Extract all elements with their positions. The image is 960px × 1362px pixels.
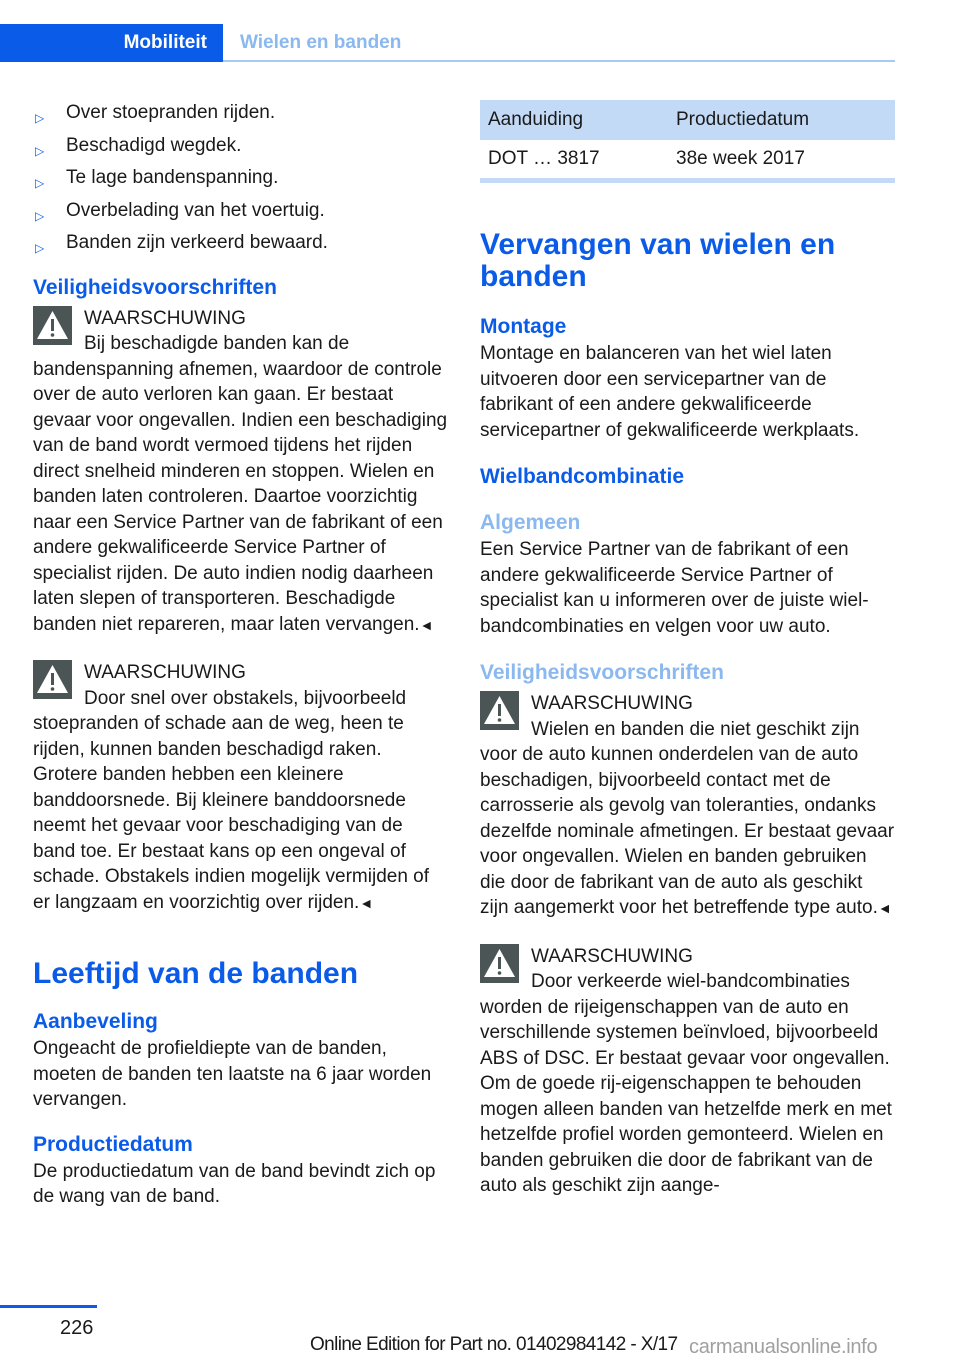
warning-triangle-icon <box>33 306 72 345</box>
warning-triangle-icon <box>33 660 72 699</box>
section-tab[interactable]: Wielen en banden <box>240 32 402 53</box>
page-number: 226 <box>60 1317 94 1339</box>
section-heading: Veiligheidsvoorschriften <box>33 275 277 299</box>
warning-block <box>33 306 448 639</box>
list-item: ▷ Banden zijn verkeerd bewaard. <box>33 230 448 256</box>
list-item: ▷ Overbelading van het voertuig. <box>33 198 448 224</box>
chapter-heading: Leeftijd van de banden <box>33 957 359 990</box>
left-column <box>33 100 448 1210</box>
table-cell: 38e week 2017 <box>668 140 895 181</box>
end-mark-icon: ◄ <box>419 616 434 633</box>
cause-list <box>33 100 448 256</box>
chapter-heading: Vervangen van wielen en banden <box>480 228 836 293</box>
warning-triangle-icon <box>480 691 519 730</box>
triangle-bullet-icon: ▷ <box>35 143 45 158</box>
warning-text: Bij beschadigde banden kan de bandenspanning afnemen, waardoor de controle over de auto verloren kan gaan. Er bestaat gevaar voor ongevallen. Indien een beschadiging van de band wordt vermoed tijdens het rijden direct snelheid minderen en stoppen. Wielen en banden laten controleren. Daartoe voorzichtig naar een Service Partner van de fabrikant of een andere gekwalificeerde Service Partner of specialist rijden. De auto indien nodig daarheen laten slepen of transporteren. Beschadigde banden niet repareren, maar laten vervangen.◄ <box>33 333 448 635</box>
warning-title: WAARSCHUWING <box>531 693 693 714</box>
triangle-bullet-icon: ▷ <box>35 176 45 190</box>
section-heading: Aanbeveling <box>33 1010 158 1033</box>
table-header: Productiedatum <box>668 100 895 140</box>
paragraph: Montage en balanceren van het wiel laten uitvoeren door een servicepartner van de fabrikant of een andere gekwalificeerde servicepartner of gekwalificeerde werkplaats. <box>480 343 860 441</box>
table-cell: DOT … 3817 <box>480 140 668 181</box>
warning-text: Door snel over obstakels, bijvoorbeeld stoepranden of schade aan de weg, heen te rijden, kunnen banden beschadigd raken. Grotere banden hebben een kleinere banddoorsnede. Bij kleinere banddoorsnede neemt het gevaar voor beschadiging van de band toe. Er bestaat kans op een ongeval of schade. Obstakels indien mogelijk vermijden of er langzaam en voorzichtig over rijden.◄ <box>33 687 430 913</box>
warning-title: WAARSCHUWING <box>84 662 246 683</box>
right-column <box>480 100 895 1200</box>
end-mark-icon: ◄ <box>877 900 892 916</box>
paragraph: Een Service Partner van de fabrikant of een andere gekwalificeerde Service Partner of specialist kan u informeren over de juiste wiel-bandcombinaties en velgen voor uw auto. <box>480 539 869 637</box>
warning-text: Wielen en banden die niet geschikt zijn voor de auto kunnen onderdelen van de auto beschadigen, bijvoorbeeld contact met de carrosserie als gevolg van toleranties, ondanks dezelfde nominale afmetingen. Er bestaat gevaar voor ongevallen. Wielen en banden gebruiken die door de fabrikant van de auto als geschikt zijn aangemerkt voor het betreffende type auto.◄ <box>480 718 895 918</box>
end-mark-icon: ◄ <box>359 894 374 911</box>
triangle-bullet-icon: ▷ <box>35 208 45 223</box>
subsection-heading: Veiligheidsvoorschriften <box>480 661 724 684</box>
warning-block <box>480 691 895 922</box>
warning-block <box>33 660 448 916</box>
warning-title: WAARSCHUWING <box>84 307 246 329</box>
section-heading: Montage <box>480 315 567 338</box>
paragraph: Ongeacht de profieldiepte van de banden, moeten de banden ten laatste na 6 jaar worden vervangen. <box>33 1038 432 1110</box>
table-row <box>480 140 895 181</box>
list-item: ▷ Beschadigd wegdek. <box>33 133 448 159</box>
list-item: ▷ Over stoepranden rijden. <box>33 100 448 126</box>
footer-divider <box>0 1305 97 1308</box>
triangle-bullet-icon: ▷ <box>35 241 45 255</box>
warning-text: Door verkeerde wiel-bandcombinaties worden de rijeigenschappen van de auto en verschillende systemen beïnvloed, bijvoorbeeld ABS of DSC. Er bestaat gevaar voor ongevallen. Om de goede rij-eigenschappen te behouden mogen alleen banden van hetzelfde merk en met hetzelfde profiel worden gemonteerd. Wielen en banden gebruiken die door de fabrikant van de auto als geschikt zijn aange- <box>480 971 892 1196</box>
header-divider <box>223 60 895 62</box>
subsection-heading: Algemeen <box>480 511 581 534</box>
list-item: ▷ Te lage bandenspanning. <box>33 165 448 191</box>
section-heading: Wielbandcombinatie <box>480 465 685 488</box>
table-header: Aanduiding <box>480 100 668 140</box>
watermark: carmanualsonline.info <box>689 1336 878 1358</box>
warning-title: WAARSCHUWING <box>531 945 693 967</box>
chapter-tab[interactable]: Mobiliteit <box>0 24 223 62</box>
page-header <box>0 24 895 62</box>
triangle-bullet-icon: ▷ <box>35 111 45 125</box>
warning-triangle-icon <box>480 944 519 983</box>
production-date-table <box>480 100 895 183</box>
paragraph: De productiedatum van de band bevindt zich op de wang van de band. <box>33 1160 436 1207</box>
section-heading: Productiedatum <box>33 1132 193 1156</box>
edition-note: Online Edition for Part no. 01402984142 - X/17 <box>310 1334 678 1355</box>
warning-block <box>480 944 895 1200</box>
